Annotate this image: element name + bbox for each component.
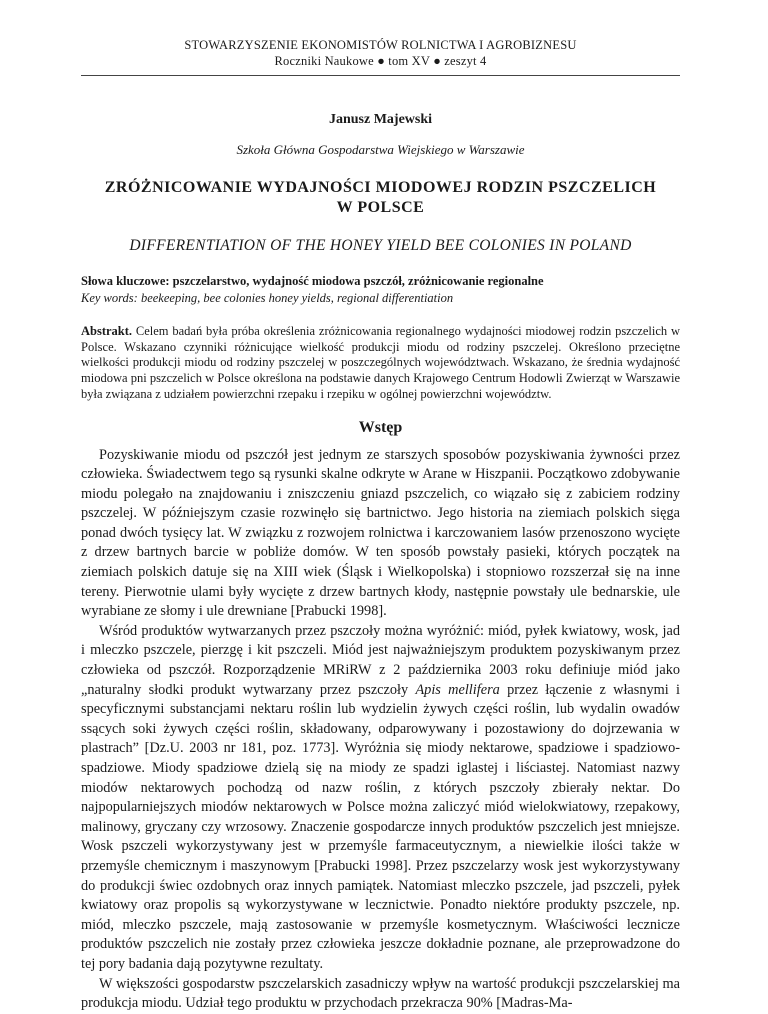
title-polish-line2: W POLSCE <box>336 199 425 216</box>
paragraph-1: Pozyskiwanie miodu od pszczół jest jednym ze starszych sposobów pozyskiwania żywności przez człowieka. Świadectwem tego są rysunki skalne odkryte w Arane w Hiszpanii. Początkowo zdobywanie miodu polegało na znajdowaniu i zniszczeniu gniazd pszczelich, co wiązało się z zabiciem rodziny pszczelej. W późniejszym czasie rozwinęło się bartnictwo. Jego historia na ziemiach polskich sięga ponad dwóch tysięcy lat. W związku z rozwojem rolnictwa i karczowaniem lasów przenoszono wycięte z drzew bartnych barcie w pobliże domów. W ten sposób powstały pasieki, których początek na ziemiach polskich datuje się na XIII wiek (Śląsk i Wielkopolska) i stopniowo rozszerzał się na inne tereny. Pierwotnie ulami były wycięte z drzew bartnych kłody, następnie powstały ule bednarskie, ule wyrabiane ze słomy i ule drewniane [Prabucki 1998]. <box>81 446 680 620</box>
author-affiliation: Szkoła Główna Gospodarstwa Wiejskiego w Warszawie <box>236 142 525 157</box>
paragraph-3: W większości gospodarstw pszczelarskich zasadniczy wpływ na wartość produkcji pszczelarskiej ma produkcja miodu. Udział tego produktu w przychodach przekracza 90% [Madras-Ma- <box>81 975 680 1012</box>
keywords-polish: Słowa kluczowe: pszczelarstwo, wydajność miodowa pszczół, zróżnicowanie regionalne <box>81 274 544 288</box>
journal-header <box>81 37 680 69</box>
abstract-text: Celem badań była próba określenia zróżnicowania regionalnego wydajności miodowej rodzin pszczelich w Polsce. Wskazano czynniki różnicujące wielkość produkcji miodu od rodziny pszczelej. Określono przeciętne wielkości produkcji miodu od rodziny pszczelej w poszczególnych województwach. Wskazano, że średnia wydajność miodowa pni pszczelich w Polsce określona na podstawie danych Krajowego Centrum Hodowli Zwierząt w Warszawie była związana z udziałem powierzchni rzepaku i rzepiku w ogólnej powierzchni województw. <box>81 324 680 401</box>
body-text <box>81 446 680 1014</box>
keywords-english: Key words: beekeeping, bee colonies honey yields, regional differentiation <box>81 291 454 305</box>
abstract-label: Abstrakt. <box>81 324 133 338</box>
paragraph-2 <box>81 622 680 975</box>
header-divider <box>81 75 680 76</box>
publisher-name: STOWARZYSZENIE EKONOMISTÓW ROLNICTWA I AGROBIZNESU <box>184 38 577 52</box>
title-english: DIFFERENTIATION OF THE HONEY YIELD BEE COLONIES IN POLAND <box>129 237 632 254</box>
author-name: Janusz Majewski <box>328 112 433 127</box>
title-polish <box>81 178 680 218</box>
paragraph-2-start: Wśród produktów wytwarzanych przez pszczoły można wyróżnić: miód, pyłek kwiatowy, wosk, jad i mleczko pszczele, pierzgę i kit pszczeli. Miód jest najważniejszym produktem pozyskiwanym przez człowieka od pszczół. Rozporządzenie MRiRW z 2 października 2003 roku definiuje miód jako „naturalny słodki produkt wytwarzany przez pszczoły <box>81 622 680 698</box>
title-polish-line1: ZRÓŻNICOWANIE WYDAJNOŚCI MIODOWEJ RODZIN PSZCZELICH <box>104 179 657 196</box>
paragraph-2-end: przez łączenie z własnymi i specyficznymi substancjami nektaru roślin lub wydzielin żywych części roślin, lub wydalin owadów ssących soki żywych części roślin, składowany, odparowywany i pozostawiony do dojrzewania w plastrach” [Dz.U. 2003 nr 181, poz. 1773]. Wyróżnia się miody nektarowe, spadziowe i spadziowo-spadziowe. Miody spadziowe dzielą się na miody ze spadzi iglastej i liściastej. Natomiast nazwy miodów nektarowych pochodzą od nazw roślin, z których pszczoły zbierały nektar. Do najpopularniejszych miodów nektarowych w Polsce można zaliczyć miód wielokwiatowy, rzepakowy, malinowy, gryczany czy wrzosowy. Znaczenie gospodarcze innych produktów pszczelich jest mniejsze. Wosk pszczeli wykorzystywany jest w przemyśle farmaceutycznym, a niewielkie ilości także w przemyśle chemicznym i maszynowym [Prabucki 1998]. Przez pszczelarzy wosk jest wykorzystywany do produkcji świec ozdobnych oraz innych pamiątek. Natomiast mleczko pszczele, jad pszczeli, pyłek kwiatowy oraz propolis są wykorzystywane w lecznictwie. Ponadto niektóre produkty pszczele, np. miód, mleczko pszczele, mają zastosowanie w przemyśle kosmetycznym. Właściwości lecznicze produktów pszczelich nie zostały przez człowieka jeszcze dokładnie poznane, ale przeprowadzone do tej pory badania dają pozytywne rezultaty. <box>81 681 680 972</box>
journal-volume: Roczniki Naukowe ● tom XV ● zeszyt 4 <box>274 54 487 68</box>
paper-page <box>81 0 680 1014</box>
section-heading: Wstęp <box>358 418 403 436</box>
species-name: Apis mellifera <box>415 681 500 698</box>
abstract <box>81 324 680 403</box>
